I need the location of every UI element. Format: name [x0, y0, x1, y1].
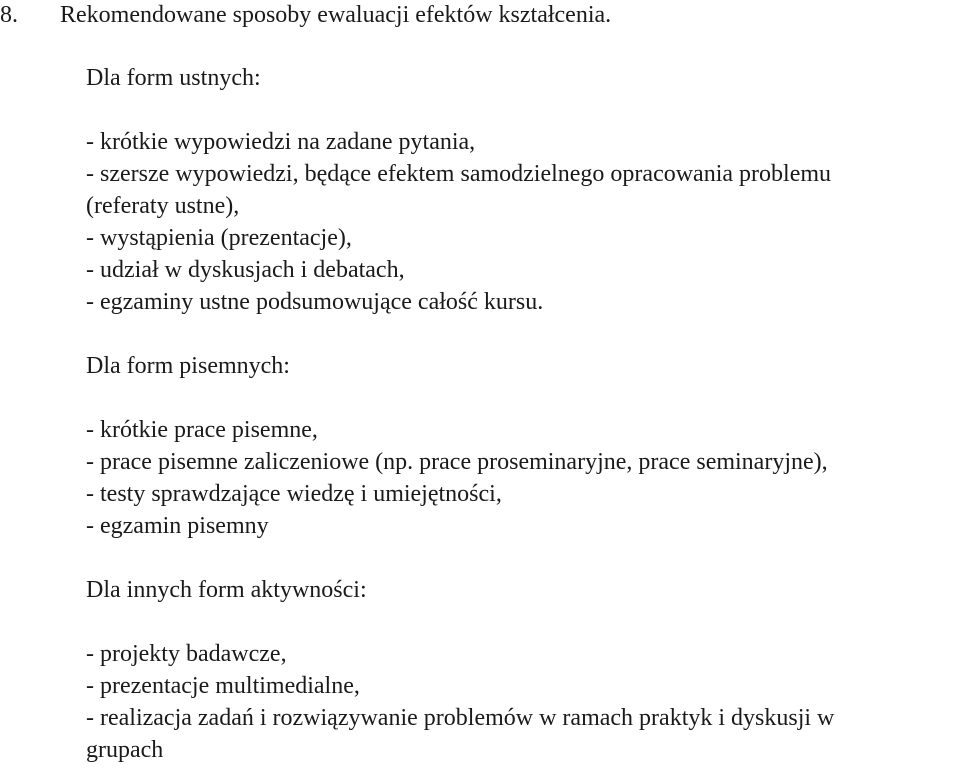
section-heading — [0, 0, 611, 30]
section-title-other: Dla innych form aktywności: — [86, 577, 367, 603]
section-title-written: Dla form pisemnych: — [86, 353, 290, 379]
list-item: grupach — [86, 737, 164, 763]
list-item: - realizacja zadań i rozwiązywanie problemów w ramach praktyk i dyskusji w — [86, 705, 835, 731]
list-item: - wystąpienia (prezentacje), — [86, 225, 352, 251]
list-item: - egzamin pisemny — [86, 513, 269, 539]
list-item: - projekty badawcze, — [86, 641, 287, 667]
heading-number: 8. — [0, 2, 18, 28]
list-item: (referaty ustne), — [86, 193, 240, 219]
list-item: - testy sprawdzające wiedzę i umiejętności, — [86, 481, 502, 507]
list-item: - krótkie prace pisemne, — [86, 417, 318, 443]
heading-text: Rekomendowane sposoby ewaluacji efektów kształcenia. — [60, 2, 612, 28]
list-item: - krótkie wypowiedzi na zadane pytania, — [86, 129, 476, 155]
list-item: - szersze wypowiedzi, będące efektem samodzielnego opracowania problemu — [86, 161, 832, 187]
list-item: - udział w dyskusjach i debatach, — [86, 257, 405, 283]
list-item: - egzaminy ustne podsumowujące całość kursu. — [86, 289, 544, 315]
list-item: - prezentacje multimedialne, — [86, 673, 360, 699]
section-title-oral: Dla form ustnych: — [86, 65, 261, 91]
list-item: - prace pisemne zaliczeniowe (np. prace proseminaryjne, prace seminaryjne), — [86, 449, 828, 475]
